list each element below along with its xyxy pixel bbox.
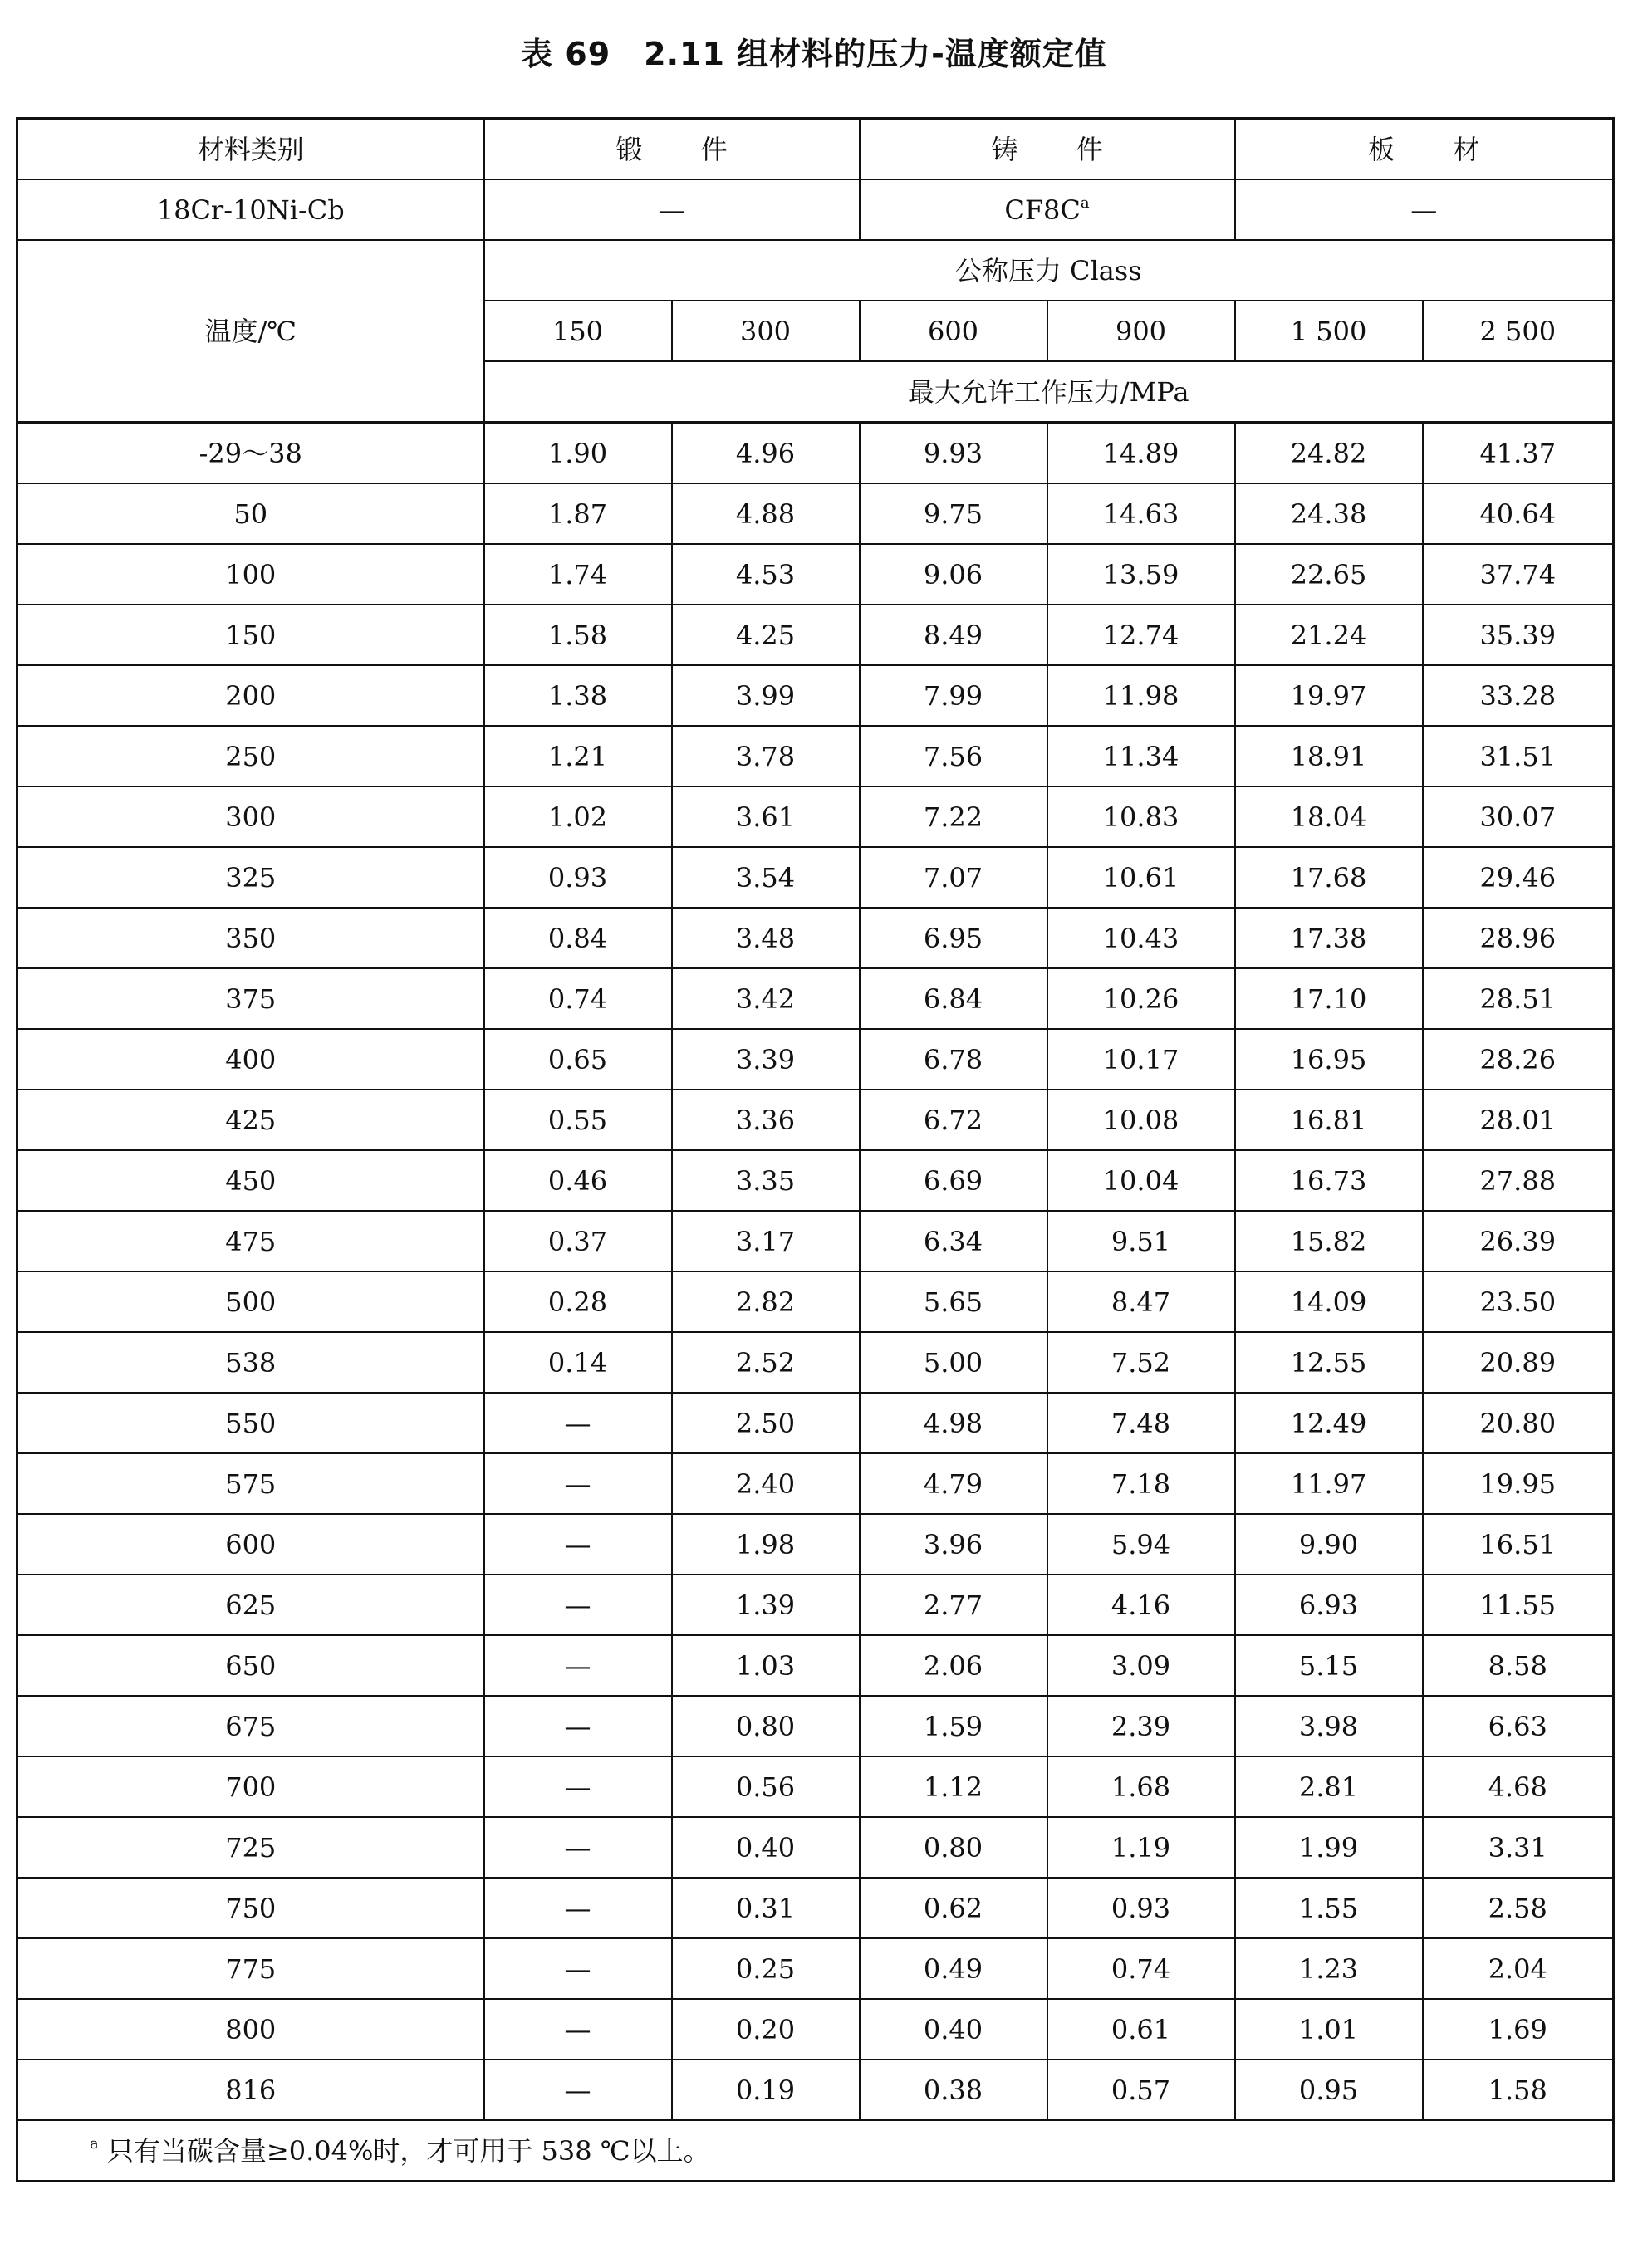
forging-grade: — bbox=[484, 179, 860, 240]
table-row bbox=[17, 786, 1614, 847]
pressure-cell: 2.06 bbox=[860, 1635, 1047, 1696]
pressure-cell: 7.99 bbox=[860, 665, 1047, 726]
pressure-cell: 0.46 bbox=[484, 1150, 672, 1211]
pressure-cell: 10.61 bbox=[1047, 847, 1235, 908]
pressure-cell: 4.79 bbox=[860, 1453, 1047, 1514]
pressure-cell: 28.01 bbox=[1423, 1090, 1614, 1150]
pressure-cell: 6.84 bbox=[860, 968, 1047, 1029]
pressure-cell: 10.26 bbox=[1047, 968, 1235, 1029]
temperature-cell: 150 bbox=[17, 605, 484, 665]
pressure-cell: 1.58 bbox=[484, 605, 672, 665]
pressure-cell: 0.95 bbox=[1235, 2060, 1423, 2120]
pressure-cell: 1.68 bbox=[1047, 1756, 1235, 1817]
pressure-cell: 0.49 bbox=[860, 1938, 1047, 1999]
pressure-cell: 18.04 bbox=[1235, 786, 1423, 847]
pressure-cell: 7.07 bbox=[860, 847, 1047, 908]
pressure-cell: 3.39 bbox=[672, 1029, 860, 1090]
pressure-cell: 1.38 bbox=[484, 665, 672, 726]
pressure-cell: 2.52 bbox=[672, 1332, 860, 1393]
pressure-cell: 3.36 bbox=[672, 1090, 860, 1150]
table-row bbox=[17, 968, 1614, 1029]
temperature-cell: 425 bbox=[17, 1090, 484, 1150]
pressure-cell: 10.08 bbox=[1047, 1090, 1235, 1150]
pressure-cell: 9.75 bbox=[860, 483, 1047, 544]
temperature-cell: 300 bbox=[17, 786, 484, 847]
table-row bbox=[17, 1756, 1614, 1817]
casting-grade-value: CF8C bbox=[1004, 193, 1081, 226]
pressure-cell: 4.68 bbox=[1423, 1756, 1614, 1817]
pressure-cell: 9.93 bbox=[860, 423, 1047, 484]
header-row-class bbox=[17, 240, 1614, 301]
pressure-cell: — bbox=[484, 1878, 672, 1938]
pressure-cell: 0.61 bbox=[1047, 1999, 1235, 2060]
pressure-cell: 0.80 bbox=[672, 1696, 860, 1756]
pressure-temperature-table bbox=[16, 117, 1615, 2182]
table-row bbox=[17, 1696, 1614, 1756]
pressure-cell: 9.51 bbox=[1047, 1211, 1235, 1271]
pressure-cell: 0.84 bbox=[484, 908, 672, 968]
pressure-cell: 12.55 bbox=[1235, 1332, 1423, 1393]
pressure-cell: 8.58 bbox=[1423, 1635, 1614, 1696]
table-row bbox=[17, 1878, 1614, 1938]
pressure-cell: 2.82 bbox=[672, 1271, 860, 1332]
pressure-cell: 16.81 bbox=[1235, 1090, 1423, 1150]
pressure-cell: 28.96 bbox=[1423, 908, 1614, 968]
pressure-cell: 8.49 bbox=[860, 605, 1047, 665]
table-row bbox=[17, 605, 1614, 665]
pressure-cell: 1.39 bbox=[672, 1575, 860, 1635]
pressure-cell: 17.38 bbox=[1235, 908, 1423, 968]
pressure-cell: 2.50 bbox=[672, 1393, 860, 1453]
pressure-cell: 17.68 bbox=[1235, 847, 1423, 908]
pressure-cell: — bbox=[484, 1635, 672, 1696]
table-row bbox=[17, 1393, 1614, 1453]
pressure-cell: 1.55 bbox=[1235, 1878, 1423, 1938]
pressure-cell: 37.74 bbox=[1423, 544, 1614, 605]
table-row bbox=[17, 1029, 1614, 1090]
pressure-cell: 1.23 bbox=[1235, 1938, 1423, 1999]
pressure-cell: 1.01 bbox=[1235, 1999, 1423, 2060]
pressure-cell: 30.07 bbox=[1423, 786, 1614, 847]
pressure-cell: 41.37 bbox=[1423, 423, 1614, 484]
pressure-cell: — bbox=[484, 1393, 672, 1453]
table-row bbox=[17, 1938, 1614, 1999]
pressure-cell: 1.90 bbox=[484, 423, 672, 484]
pressure-cell: 6.78 bbox=[860, 1029, 1047, 1090]
class-600: 600 bbox=[860, 301, 1047, 361]
pressure-cell: 11.97 bbox=[1235, 1453, 1423, 1514]
table-row bbox=[17, 1211, 1614, 1271]
class-300: 300 bbox=[672, 301, 860, 361]
pressure-cell: 7.48 bbox=[1047, 1393, 1235, 1453]
material-label: 材料类别 bbox=[17, 119, 484, 180]
pressure-cell: 6.69 bbox=[860, 1150, 1047, 1211]
temperature-cell: 550 bbox=[17, 1393, 484, 1453]
pressure-cell: 0.55 bbox=[484, 1090, 672, 1150]
table-row bbox=[17, 1635, 1614, 1696]
pressure-cell: 5.65 bbox=[860, 1271, 1047, 1332]
pressure-cell: 17.10 bbox=[1235, 968, 1423, 1029]
pressure-cell: 1.69 bbox=[1423, 1999, 1614, 2060]
class-150: 150 bbox=[484, 301, 672, 361]
pressure-cell: 1.21 bbox=[484, 726, 672, 786]
pressure-cell: 1.59 bbox=[860, 1696, 1047, 1756]
pressure-cell: 2.04 bbox=[1423, 1938, 1614, 1999]
pressure-cell: 0.40 bbox=[860, 1999, 1047, 2060]
temperature-cell: 775 bbox=[17, 1938, 484, 1999]
pressure-cell: 27.88 bbox=[1423, 1150, 1614, 1211]
pressure-cell: 10.17 bbox=[1047, 1029, 1235, 1090]
pressure-cell: 35.39 bbox=[1423, 605, 1614, 665]
pressure-cell: 1.74 bbox=[484, 544, 672, 605]
pressure-cell: 20.89 bbox=[1423, 1332, 1614, 1393]
pressure-cell: 2.40 bbox=[672, 1453, 860, 1514]
pressure-cell: 11.55 bbox=[1423, 1575, 1614, 1635]
pressure-cell: 10.43 bbox=[1047, 908, 1235, 968]
temperature-cell: 250 bbox=[17, 726, 484, 786]
pressure-cell: — bbox=[484, 1453, 672, 1514]
table-row bbox=[17, 1453, 1614, 1514]
pressure-cell: 28.26 bbox=[1423, 1029, 1614, 1090]
table-row bbox=[17, 1271, 1614, 1332]
pressure-cell: 0.56 bbox=[672, 1756, 860, 1817]
temperature-cell: -29～38 bbox=[17, 423, 484, 484]
pressure-cell: 19.97 bbox=[1235, 665, 1423, 726]
pressure-cell: — bbox=[484, 1514, 672, 1575]
pressure-cell: 3.09 bbox=[1047, 1635, 1235, 1696]
pressure-cell: 2.77 bbox=[860, 1575, 1047, 1635]
pressure-cell: 9.90 bbox=[1235, 1514, 1423, 1575]
pressure-cell: 10.83 bbox=[1047, 786, 1235, 847]
pressure-cell: 14.63 bbox=[1047, 483, 1235, 544]
pressure-cell: 7.52 bbox=[1047, 1332, 1235, 1393]
pressure-cell: 4.98 bbox=[860, 1393, 1047, 1453]
pressure-cell: 21.24 bbox=[1235, 605, 1423, 665]
pressure-cell: 3.99 bbox=[672, 665, 860, 726]
pressure-cell: 3.98 bbox=[1235, 1696, 1423, 1756]
table-row bbox=[17, 1332, 1614, 1393]
pressure-cell: 20.80 bbox=[1423, 1393, 1614, 1453]
pressure-cell: 6.63 bbox=[1423, 1696, 1614, 1756]
table-row bbox=[17, 1090, 1614, 1150]
pressure-cell: — bbox=[484, 1756, 672, 1817]
pressure-cell: 15.82 bbox=[1235, 1211, 1423, 1271]
pressure-cell: 14.89 bbox=[1047, 423, 1235, 484]
pressure-cell: 10.04 bbox=[1047, 1150, 1235, 1211]
casting-note-mark: a bbox=[1080, 193, 1090, 212]
temperature-cell: 625 bbox=[17, 1575, 484, 1635]
pressure-cell: 1.87 bbox=[484, 483, 672, 544]
pressure-cell: — bbox=[484, 1938, 672, 1999]
footnote-text: 只有当碳含量≥0.04%时，才可用于 538 ℃以上。 bbox=[106, 2134, 710, 2167]
pressure-cell: 3.48 bbox=[672, 908, 860, 968]
pressure-cell: 0.74 bbox=[1047, 1938, 1235, 1999]
temperature-cell: 800 bbox=[17, 1999, 484, 2060]
pressure-cell: 16.73 bbox=[1235, 1150, 1423, 1211]
pressure-cell: 4.53 bbox=[672, 544, 860, 605]
table-row bbox=[17, 1150, 1614, 1211]
casting-grade bbox=[860, 179, 1235, 240]
pressure-cell: 0.20 bbox=[672, 1999, 860, 2060]
pressure-cell: 12.49 bbox=[1235, 1393, 1423, 1453]
table-row bbox=[17, 665, 1614, 726]
pressure-cell: 6.34 bbox=[860, 1211, 1047, 1271]
class-1500: 1 500 bbox=[1235, 301, 1423, 361]
temperature-cell: 450 bbox=[17, 1150, 484, 1211]
pressure-cell: — bbox=[484, 1817, 672, 1878]
temperature-cell: 538 bbox=[17, 1332, 484, 1393]
pressure-cell: 5.00 bbox=[860, 1332, 1047, 1393]
pressure-cell: 0.14 bbox=[484, 1332, 672, 1393]
pressure-cell: 11.34 bbox=[1047, 726, 1235, 786]
forging-header: 锻 件 bbox=[484, 119, 860, 180]
pressure-cell: 16.51 bbox=[1423, 1514, 1614, 1575]
pressure-cell: 0.74 bbox=[484, 968, 672, 1029]
temperature-cell: 600 bbox=[17, 1514, 484, 1575]
pressure-cell: 6.95 bbox=[860, 908, 1047, 968]
temperature-cell: 816 bbox=[17, 2060, 484, 2120]
footnote-mark: a bbox=[90, 2134, 99, 2153]
pressure-cell: 33.28 bbox=[1423, 665, 1614, 726]
pressure-cell: 2.81 bbox=[1235, 1756, 1423, 1817]
temperature-cell: 650 bbox=[17, 1635, 484, 1696]
pressure-cell: 22.65 bbox=[1235, 544, 1423, 605]
temperature-cell: 350 bbox=[17, 908, 484, 968]
pressure-cell: 4.88 bbox=[672, 483, 860, 544]
pressure-cell: 6.93 bbox=[1235, 1575, 1423, 1635]
pressure-cell: 0.37 bbox=[484, 1211, 672, 1271]
class-2500: 2 500 bbox=[1423, 301, 1614, 361]
pressure-cell: 3.78 bbox=[672, 726, 860, 786]
temperature-cell: 50 bbox=[17, 483, 484, 544]
pressure-cell: 9.06 bbox=[860, 544, 1047, 605]
table-row bbox=[17, 544, 1614, 605]
pressure-cell: 19.95 bbox=[1423, 1453, 1614, 1514]
header-row-material bbox=[17, 119, 1614, 180]
header-row-grade bbox=[17, 179, 1614, 240]
pressure-cell: 1.98 bbox=[672, 1514, 860, 1575]
pressure-cell: — bbox=[484, 1575, 672, 1635]
temperature-cell: 200 bbox=[17, 665, 484, 726]
pressure-cell: 0.65 bbox=[484, 1029, 672, 1090]
pressure-cell: — bbox=[484, 2060, 672, 2120]
temperature-cell: 575 bbox=[17, 1453, 484, 1514]
temperature-cell: 500 bbox=[17, 1271, 484, 1332]
pressure-cell: 1.19 bbox=[1047, 1817, 1235, 1878]
pressure-cell: — bbox=[484, 1999, 672, 2060]
pressure-cell: 8.47 bbox=[1047, 1271, 1235, 1332]
pressure-cell: 1.99 bbox=[1235, 1817, 1423, 1878]
pressure-cell: 40.64 bbox=[1423, 483, 1614, 544]
pressure-cell: 3.42 bbox=[672, 968, 860, 1029]
table-row bbox=[17, 908, 1614, 968]
pressure-cell: 0.80 bbox=[860, 1817, 1047, 1878]
pressure-cell: 14.09 bbox=[1235, 1271, 1423, 1332]
pressure-cell: 0.28 bbox=[484, 1271, 672, 1332]
table-row bbox=[17, 726, 1614, 786]
table-row bbox=[17, 1514, 1614, 1575]
footnote-row bbox=[17, 2120, 1614, 2182]
grade-label: 18Cr-10Ni-Cb bbox=[17, 179, 484, 240]
pressure-label: 最大允许工作压力/MPa bbox=[484, 361, 1614, 423]
class-900: 900 bbox=[1047, 301, 1235, 361]
pressure-cell: 1.58 bbox=[1423, 2060, 1614, 2120]
pressure-cell: 3.35 bbox=[672, 1150, 860, 1211]
temperature-cell: 375 bbox=[17, 968, 484, 1029]
pressure-cell: — bbox=[484, 1696, 672, 1756]
temperature-cell: 725 bbox=[17, 1817, 484, 1878]
pressure-cell: 0.93 bbox=[484, 847, 672, 908]
plate-grade: — bbox=[1235, 179, 1614, 240]
plate-header: 板 材 bbox=[1235, 119, 1614, 180]
pressure-cell: 18.91 bbox=[1235, 726, 1423, 786]
table-caption: 2.11 组材料的压力-温度额定值 bbox=[644, 36, 1107, 72]
pressure-cell: 7.56 bbox=[860, 726, 1047, 786]
pressure-cell: 4.25 bbox=[672, 605, 860, 665]
pressure-cell: 24.38 bbox=[1235, 483, 1423, 544]
pressure-cell: 4.96 bbox=[672, 423, 860, 484]
pressure-cell: 1.02 bbox=[484, 786, 672, 847]
pressure-cell: 1.03 bbox=[672, 1635, 860, 1696]
pressure-cell: 7.22 bbox=[860, 786, 1047, 847]
pressure-cell: 16.95 bbox=[1235, 1029, 1423, 1090]
pressure-cell: 12.74 bbox=[1047, 605, 1235, 665]
pressure-cell: 0.62 bbox=[860, 1878, 1047, 1938]
temperature-cell: 750 bbox=[17, 1878, 484, 1938]
pressure-cell: 3.17 bbox=[672, 1211, 860, 1271]
pressure-cell: 5.15 bbox=[1235, 1635, 1423, 1696]
pressure-cell: 13.59 bbox=[1047, 544, 1235, 605]
pressure-cell: 0.93 bbox=[1047, 1878, 1235, 1938]
pressure-cell: 23.50 bbox=[1423, 1271, 1614, 1332]
pressure-cell: 29.46 bbox=[1423, 847, 1614, 908]
footnote bbox=[17, 2120, 1614, 2182]
pressure-cell: 3.61 bbox=[672, 786, 860, 847]
temperature-label: 温度/℃ bbox=[17, 240, 484, 423]
pressure-cell: 3.31 bbox=[1423, 1817, 1614, 1878]
casting-header: 铸 件 bbox=[860, 119, 1235, 180]
table-row bbox=[17, 1999, 1614, 2060]
pressure-cell: 0.19 bbox=[672, 2060, 860, 2120]
pressure-cell: 26.39 bbox=[1423, 1211, 1614, 1271]
table-row bbox=[17, 847, 1614, 908]
pressure-cell: 3.96 bbox=[860, 1514, 1047, 1575]
temperature-cell: 100 bbox=[17, 544, 484, 605]
pressure-cell: 3.54 bbox=[672, 847, 860, 908]
temperature-cell: 400 bbox=[17, 1029, 484, 1090]
table-row bbox=[17, 1817, 1614, 1878]
table-number: 表 69 bbox=[521, 36, 611, 72]
pressure-cell: 1.12 bbox=[860, 1756, 1047, 1817]
temperature-cell: 475 bbox=[17, 1211, 484, 1271]
pressure-cell: 7.18 bbox=[1047, 1453, 1235, 1514]
pressure-cell: 0.38 bbox=[860, 2060, 1047, 2120]
table-row bbox=[17, 423, 1614, 484]
pressure-cell: 28.51 bbox=[1423, 968, 1614, 1029]
table-title bbox=[0, 28, 1628, 74]
class-label: 公称压力 Class bbox=[484, 240, 1614, 301]
table-row bbox=[17, 2060, 1614, 2120]
pressure-cell: 24.82 bbox=[1235, 423, 1423, 484]
table-row bbox=[17, 1575, 1614, 1635]
pressure-cell: 2.58 bbox=[1423, 1878, 1614, 1938]
pressure-cell: 5.94 bbox=[1047, 1514, 1235, 1575]
temperature-cell: 700 bbox=[17, 1756, 484, 1817]
pressure-cell: 0.57 bbox=[1047, 2060, 1235, 2120]
pressure-cell: 0.25 bbox=[672, 1938, 860, 1999]
temperature-cell: 325 bbox=[17, 847, 484, 908]
pressure-cell: 0.31 bbox=[672, 1878, 860, 1938]
pressure-cell: 0.40 bbox=[672, 1817, 860, 1878]
pressure-cell: 2.39 bbox=[1047, 1696, 1235, 1756]
pressure-cell: 31.51 bbox=[1423, 726, 1614, 786]
pressure-cell: 4.16 bbox=[1047, 1575, 1235, 1635]
temperature-cell: 675 bbox=[17, 1696, 484, 1756]
table-row bbox=[17, 483, 1614, 544]
pressure-cell: 6.72 bbox=[860, 1090, 1047, 1150]
pressure-cell: 11.98 bbox=[1047, 665, 1235, 726]
